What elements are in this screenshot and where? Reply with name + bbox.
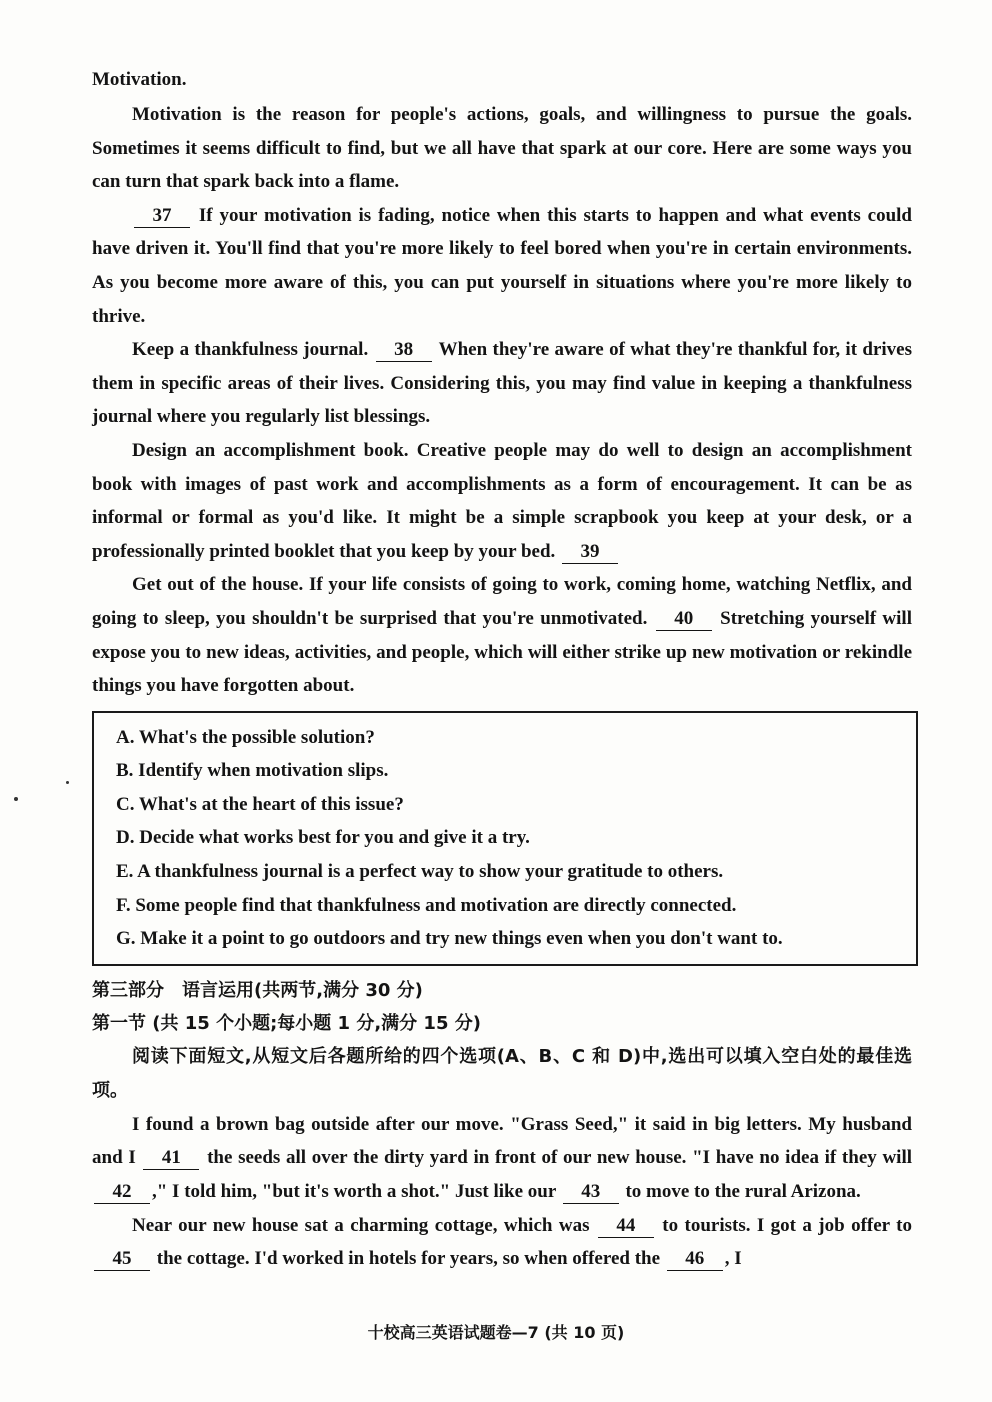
cloze-paragraph: Near our new house sat a charming cottage, which was 44 to tourists. I got a job offer to 45 the cottage. I'd worked in hotels for years, so when offered the 46 , I bbox=[92, 1209, 912, 1276]
option-item: D. Decide what works best for you and give it a try. bbox=[116, 827, 530, 849]
cloze-body bbox=[92, 1108, 912, 1276]
passage-paragraph: 37 If your motivation is fading, notice when this starts to happen and what events could have driven it. You'll find that you're more likely to feel bored when you're in certain environments. As you become more aware of this, you can put yourself in situations where you're more likely to thrive. bbox=[92, 204, 912, 327]
option-item: B. Identify when motivation slips. bbox=[116, 760, 389, 782]
answer-blank-38[interactable]: 38 bbox=[376, 339, 432, 362]
answer-blank-37[interactable]: 37 bbox=[134, 205, 190, 228]
answer-blank-44[interactable]: 44 bbox=[598, 1215, 654, 1238]
scan-speck bbox=[14, 797, 18, 801]
scan-speck bbox=[66, 781, 69, 784]
passage-paragraph: Keep a thankfulness journal. 38 When they're aware of what they're thankful for, it drives them in specific areas of their lives. Considering this, you may find value in keeping a thankfulness journal where you regularly list blessings. bbox=[92, 339, 912, 428]
answer-blank-41[interactable]: 41 bbox=[143, 1147, 199, 1170]
section-instruction: 阅读下面短文,从短文后各题所给的四个选项(A、B、C 和 D)中,选出可以填入空白处的最佳选项。 bbox=[92, 1045, 912, 1101]
option-item: C. What's at the heart of this issue? bbox=[116, 793, 404, 815]
section-subheading: 第一节 (共 15 个小题;每小题 1 分,满分 15 分) bbox=[92, 1012, 481, 1034]
section-heading: 第三部分 语言运用(共两节,满分 30 分) bbox=[92, 979, 423, 1001]
options-list bbox=[116, 721, 896, 956]
answer-blank-43[interactable]: 43 bbox=[563, 1181, 619, 1204]
option-item: A. What's the possible solution? bbox=[116, 726, 375, 748]
option-item: F. Some people find that thankfulness and motivation are directly connected. bbox=[116, 894, 737, 916]
passage-body bbox=[92, 98, 912, 703]
answer-blank-46[interactable]: 46 bbox=[667, 1248, 723, 1271]
cloze-paragraph: I found a brown bag outside after our move. "Grass Seed," it said in big letters. My husband and I 41 the seeds all over the dirty yard in front of our new house. "I have no idea if they will 42 ," I told him, "but it's worth a shot." Just like our 43 to move to the rural Arizona. bbox=[92, 1113, 912, 1203]
passage-paragraph: Design an accomplishment book. Creative people may do well to design an accomplishment book with images of past work and accomplishments as a form of encouragement. It can be as informal or formal as you'd like. It might be a simple scrapbook you keep at your desk, or a professionally printed booklet that you keep by your bed. 39 bbox=[92, 439, 912, 562]
page-content bbox=[92, 66, 912, 1276]
option-item: E. A thankfulness journal is a perfect way to show your gratitude to others. bbox=[116, 861, 724, 883]
answer-blank-42[interactable]: 42 bbox=[94, 1181, 150, 1204]
passage-paragraph: Get out of the house. If your life consists of going to work, coming home, watching Netflix, and going to sleep, you shouldn't be surprised that you're unmotivated. 40 Stretching yourself will expose you to new ideas, activities, and people, which will either strike up new motivation or rekindle things you have forgotten about. bbox=[92, 574, 912, 697]
option-item: G. Make it a point to go outdoors and try new things even when you don't want to. bbox=[116, 928, 783, 950]
answer-blank-40[interactable]: 40 bbox=[656, 608, 712, 631]
answer-blank-39[interactable]: 39 bbox=[562, 541, 618, 564]
answer-blank-45[interactable]: 45 bbox=[94, 1248, 150, 1271]
passage-paragraph: Motivation is the reason for people's actions, goals, and willingness to pursue the goals. Sometimes it seems difficult to find, but we all have that spark at our core. Here are some ways you can turn that spark back into a flame. bbox=[92, 104, 912, 193]
page-footer: 十校高三英语试题卷—7 (共 10 页) bbox=[367, 1323, 625, 1342]
passage-title: Motivation. bbox=[92, 69, 187, 90]
options-box bbox=[92, 711, 918, 966]
